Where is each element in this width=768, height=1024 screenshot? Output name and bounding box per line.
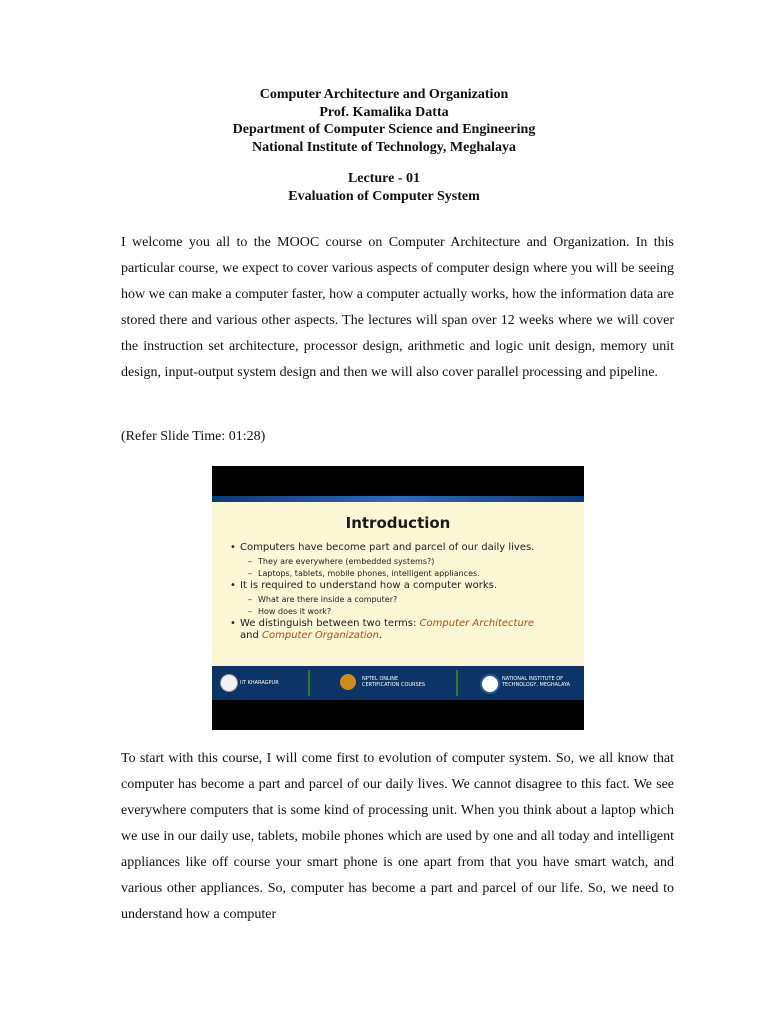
term-computer-organization: Computer Organization xyxy=(262,630,379,641)
slide-title: Introduction xyxy=(345,514,451,532)
slide-bullet-text: We distinguish between two terms: xyxy=(240,618,420,629)
professor-name: Prof. Kamalika Datta xyxy=(319,104,449,120)
document-header xyxy=(0,86,768,156)
footer-nptel-line2: CERTIFICATION COURSES xyxy=(362,682,426,688)
refer-slide-time: (Refer Slide Time: 01:28) xyxy=(121,429,266,444)
footer-divider xyxy=(456,670,458,696)
slide-sub-bullet: – They are everywhere (embedded systems?) xyxy=(226,556,576,568)
iit-kharagpur-logo-icon xyxy=(220,674,238,692)
footer-iit-label: IIT KHARAGPUR xyxy=(240,680,279,686)
footer-nptel-line1: NPTEL ONLINE xyxy=(362,676,399,682)
slide-bullet-text: . xyxy=(379,630,383,641)
slide-sub-bullet: – What are there inside a computer? xyxy=(226,594,576,606)
lecture-number: Lecture - 01 xyxy=(347,171,421,186)
slide-sub-bullet: – How does it work? xyxy=(226,606,576,618)
slide-sub-bullet: – Laptops, tablets, mobile phones, intelligent appliances. xyxy=(226,568,576,580)
lecture-heading xyxy=(0,170,768,205)
slide-bullet: • It is required to understand how a computer works. xyxy=(226,580,576,592)
evolution-paragraph: To start with this course, I will come first to evolution of computer system. So, we all know that computer has become a part and parcel of our daily lives. We cannot disagree to this fact. We see everywhere computers that is some kind of processing unit. When you think about a laptop which we use in our daily use, tablets, mobile phones which are used by one and all today and intelligent appliances like off course your smart phone is one apart from that you have smart watch, and various other appliances. So, computer has become a part and parcel of our life. So, we need to understand how a computer xyxy=(121,751,674,922)
footer-nit-line2: TECHNOLOGY, MEGHALAYA xyxy=(502,682,571,688)
department-name: Department of Computer Science and Engineering xyxy=(232,122,536,137)
term-computer-architecture: Computer Architecture xyxy=(419,618,535,629)
course-title: Computer Architecture and Organization xyxy=(259,87,509,102)
slide-body xyxy=(212,502,584,666)
footer-nit-label xyxy=(502,676,570,688)
institute-name: National Institute of Technology, Meghalaya xyxy=(251,139,517,155)
slide-bullet-text: and xyxy=(240,630,262,641)
slide-bullet xyxy=(226,618,576,642)
footer-divider xyxy=(308,670,310,696)
lecture-slide xyxy=(212,466,584,730)
footer-nit-line1: NATIONAL INSTITUTE OF xyxy=(502,676,564,682)
slide-footer xyxy=(212,666,584,700)
slide-bullet: • Computers have become part and parcel of our daily lives. xyxy=(226,542,576,554)
slide-bullet-list xyxy=(226,542,576,644)
nptel-logo-icon xyxy=(340,674,356,690)
lecture-title: Evaluation of Computer System xyxy=(288,188,480,204)
intro-paragraph: I welcome you all to the MOOC course on Computer Architecture and Organization. In this particular course, we expect to cover various aspects of computer design where you will be seeing how we can make a computer faster, how a computer actually works, how the information data are stored there and various other aspects. The lectures will span over 12 weeks where we will cover the instruction set architecture, processor design, arithmetic and logic unit design, memory unit design, input-output system design and then we will also cover parallel processing and pipeline. xyxy=(121,235,674,380)
footer-nptel-label xyxy=(362,676,425,688)
nit-meghalaya-logo-icon xyxy=(480,674,500,694)
